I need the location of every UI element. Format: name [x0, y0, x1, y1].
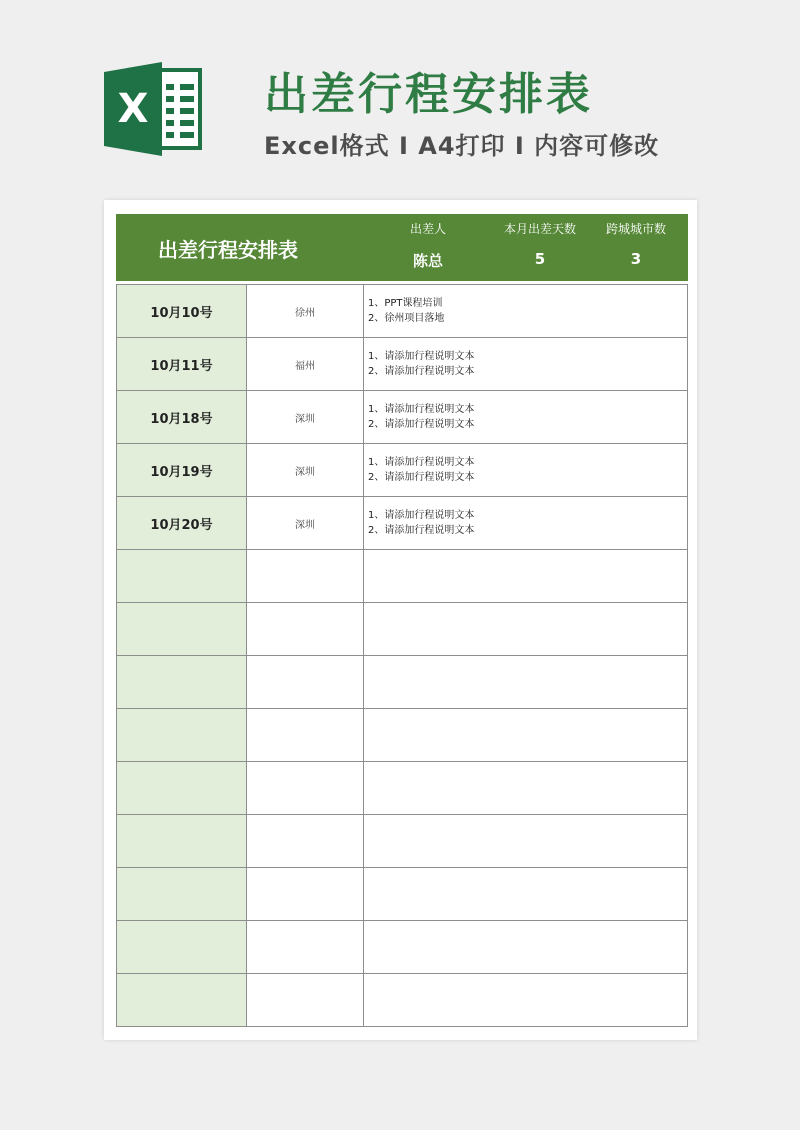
date-cell[interactable]	[117, 762, 247, 815]
note-line: 1、请添加行程说明文本	[368, 351, 475, 362]
note-cell[interactable]	[364, 815, 688, 868]
table-row	[117, 603, 688, 656]
date-cell[interactable]	[117, 868, 247, 921]
city-cell[interactable]: 福州	[247, 338, 364, 391]
city-cell[interactable]	[247, 550, 364, 603]
note-line: 1、请添加行程说明文本	[368, 510, 475, 521]
table-row	[117, 921, 688, 974]
note-cell[interactable]	[364, 550, 688, 603]
city-cell[interactable]	[247, 974, 364, 1027]
itinerary-sheet	[104, 200, 697, 1040]
banner-title: 出差行程安排表	[158, 238, 298, 262]
date-cell[interactable]	[117, 974, 247, 1027]
date-cell[interactable]: 10月10号	[117, 285, 247, 338]
table-row	[117, 656, 688, 709]
table-row	[117, 497, 688, 550]
note-cell[interactable]	[364, 497, 688, 550]
table-row	[117, 338, 688, 391]
table-row	[117, 815, 688, 868]
note-line: 2、请添加行程说明文本	[368, 366, 475, 377]
trip-days-label: 本月出差天数	[503, 222, 576, 236]
city-cell[interactable]: 深圳	[247, 497, 364, 550]
table-row	[117, 974, 688, 1027]
table-row	[117, 391, 688, 444]
note-line: 1、PPT课程培训	[368, 298, 443, 309]
date-cell[interactable]	[117, 709, 247, 762]
city-count-label: 跨城城市数	[605, 222, 666, 236]
table-row	[117, 444, 688, 497]
date-cell[interactable]	[117, 921, 247, 974]
city-cell[interactable]: 深圳	[247, 444, 364, 497]
date-cell[interactable]	[117, 656, 247, 709]
note-cell[interactable]	[364, 709, 688, 762]
excel-logo-icon	[104, 62, 204, 156]
note-cell[interactable]	[364, 974, 688, 1027]
table-row	[117, 550, 688, 603]
note-cell[interactable]	[364, 921, 688, 974]
note-cell[interactable]	[364, 603, 688, 656]
traveler-value[interactable]: 陈总	[412, 252, 443, 270]
note-cell[interactable]	[364, 444, 688, 497]
page-header	[0, 0, 800, 190]
note-cell[interactable]	[364, 656, 688, 709]
note-cell[interactable]	[364, 285, 688, 338]
city-cell[interactable]: 徐州	[247, 285, 364, 338]
city-cell[interactable]	[247, 868, 364, 921]
note-line: 1、请添加行程说明文本	[368, 457, 475, 468]
city-cell[interactable]	[247, 815, 364, 868]
note-line: 2、请添加行程说明文本	[368, 472, 475, 483]
city-count-value[interactable]: 3	[630, 250, 642, 268]
note-cell[interactable]	[364, 762, 688, 815]
page-subtitle: Excel格式 I A4打印 I 内容可修改	[264, 132, 660, 160]
city-cell[interactable]	[247, 709, 364, 762]
note-line: 2、徐州项目落地	[368, 313, 445, 324]
date-cell[interactable]	[117, 815, 247, 868]
city-cell[interactable]: 深圳	[247, 391, 364, 444]
note-cell[interactable]	[364, 391, 688, 444]
table-row	[117, 285, 688, 338]
date-cell[interactable]: 10月11号	[117, 338, 247, 391]
logo-letter: X	[117, 86, 149, 132]
date-cell[interactable]: 10月19号	[117, 444, 247, 497]
note-line: 2、请添加行程说明文本	[368, 525, 475, 536]
trip-days-value[interactable]: 5	[534, 250, 546, 268]
city-cell[interactable]	[247, 656, 364, 709]
note-cell[interactable]	[364, 868, 688, 921]
note-line: 1、请添加行程说明文本	[368, 404, 475, 415]
city-cell[interactable]	[247, 921, 364, 974]
itinerary-table	[116, 284, 688, 1027]
traveler-label: 出差人	[409, 222, 446, 236]
date-cell[interactable]	[117, 603, 247, 656]
table-row	[117, 762, 688, 815]
note-line: 2、请添加行程说明文本	[368, 419, 475, 430]
city-cell[interactable]	[247, 762, 364, 815]
sheet-banner	[116, 214, 688, 281]
table-row	[117, 709, 688, 762]
city-cell[interactable]	[247, 603, 364, 656]
date-cell[interactable]	[117, 550, 247, 603]
date-cell[interactable]: 10月18号	[117, 391, 247, 444]
note-cell[interactable]	[364, 338, 688, 391]
date-cell[interactable]: 10月20号	[117, 497, 247, 550]
page-title: 出差行程安排表	[264, 69, 593, 120]
table-row	[117, 868, 688, 921]
